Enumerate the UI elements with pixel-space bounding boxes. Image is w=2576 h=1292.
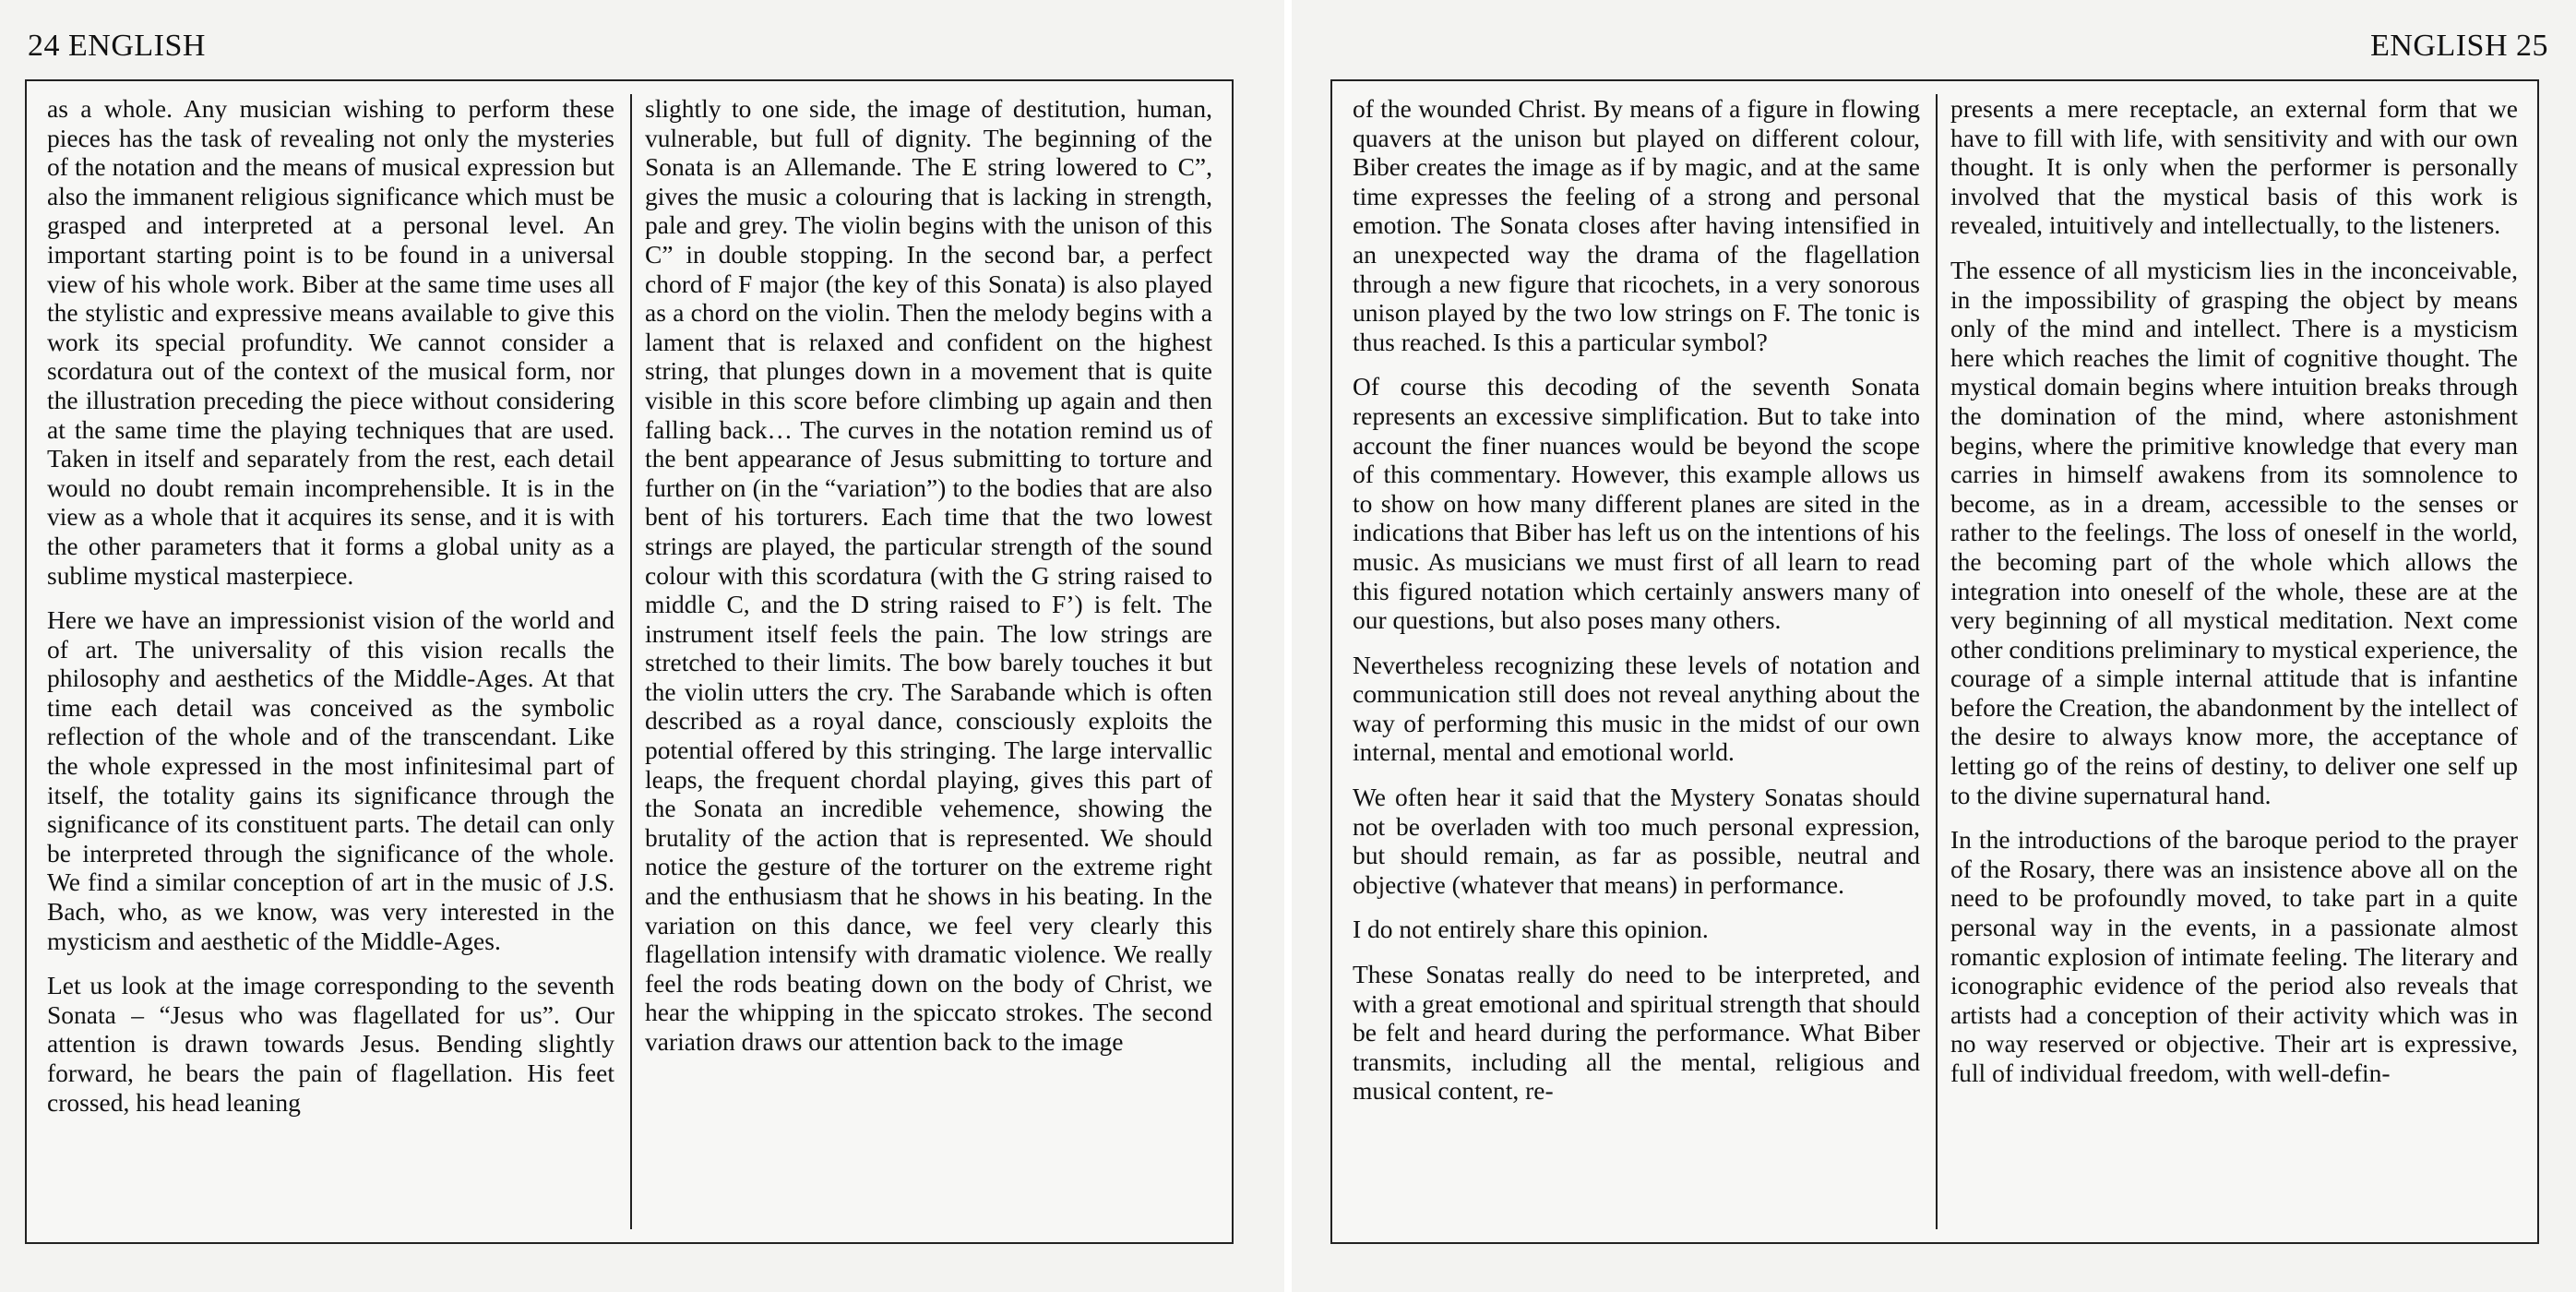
left-page (0, 0, 1284, 1292)
paragraph: as a whole. Any musician wishing to perform these pieces has the task of revealing not only the mysteries of the notation and the means of musical expression but also the immanent religious significance which must be grasped and interpreted at a personal level. An important starting point is to be found in a universal view of his whole work. Biber at the same time uses all the stylistic and expressive means available to give this work its special profundity. We cannot consider a scordatura out of the context of the musical form, nor the illustration preceding the piece without considering at the same time the playing techniques that are used. Taken in itself and separately from the rest, each detail would no doubt remain incomprehensible. It is in the view as a whole that it acquires its sense, and it is with the other parameters that it forms a global unity as a sublime mystical masterpiece. (47, 94, 614, 590)
paragraph: Of course this decoding of the seventh Sonata represents an excessive simplification. But to take into account the finer nuances would be beyond the scope of this commentary. However, this example allows us to show on how many different planes are sited in the indications that Biber has left us on the intentions of his music. As musicians we must first of all learn to read this figured notation which certainly answers many of our questions, but also poses many others. (1353, 372, 1920, 635)
paragraph: Here we have an impressionist vision of the world and of art. The universality of this vision recalls the philosophy and aesthetics of the Middle-Ages. At that time each detail was conceived as the symbolic reflection of the whole and of the transcendant. Like the whole expressed in the most infinitesimal part of itself, the totality gains its significance through the significance of its constituent parts. The detail can only be interpreted through the significance of the whole. We find a similar conception of art in the music of J.S. Bach, who, as we know, was very interested in the mysticism and aesthetic of the Middle-Ages. (47, 605, 614, 955)
column-left-2 (645, 94, 1212, 1229)
paragraph: The essence of all mysticism lies in the inconceivable, in the impossibility of grasping the object by means only of the mind and intellect. There is a mysticism here which reaches the limit of cognitive thought. The mystical domain begins where intuition breaks through the domination of the mind, where astonishment begins, where the primitive knowledge that every man carries in himself awakens from its somnolence to become, as in a dream, accessible to the senses or rather to the feelings. The loss of oneself in the world, the becoming part of the whole which allows the integration into oneself of the whole, these are at the very beginning of all mystical meditation. Next come other conditions preliminary to mystical experience, the courage of a simple internal attitude that is infantine before the Creation, the abandonment by the intellect of the desire to always know more, the acceptance of letting go of the reins of destiny, to deliver one self up to the divine supernatural hand. (1950, 255, 2518, 809)
paragraph: Nevertheless recognizing these levels of notation and communication still does not reveal anything about the way of performing this music in the midst of our own internal, mental and emotional world. (1353, 650, 1920, 767)
book-gutter (1284, 0, 1292, 1292)
column-right-1 (1353, 94, 1920, 1229)
column-right-2 (1950, 94, 2518, 1229)
page-header-left: 24 ENGLISH (28, 29, 206, 63)
paragraph: presents a mere receptacle, an external form that we have to fill with life, with sensitivity and with our own thought. It is only when the performer is personally involved that the mystical basis of this work is revealed, intuitively and intellectually, to the listeners. (1950, 94, 2518, 240)
paragraph: These Sonatas really do need to be interpreted, and with a great emotional and spiritual strength that should be felt and heard during the performance. What Biber transmits, including all the mental, religious and musical content, re- (1353, 960, 1920, 1106)
text-frame-left (25, 79, 1234, 1244)
text-frame-right (1330, 79, 2539, 1244)
right-page (1292, 0, 2576, 1292)
paragraph: We often hear it said that the Mystery Sonatas should not be overladen with too much personal expression, but should remain, as far as possible, neutral and objective (whatever that means) in performance. (1353, 783, 1920, 899)
paragraph: In the introductions of the baroque period to the prayer of the Rosary, there was an insistence above all on the need to be profoundly moved, to take part in a quite personal way in the events, in a passionate almost romantic explosion of intimate feeling. The literary and iconographic evidence of the period also reveals that artists had a conception of their activity which was in no way reserved or objective. Their art is expressive, full of individual freedom, with well-defin- (1950, 825, 2518, 1087)
paragraph: slightly to one side, the image of destitution, human, vulnerable, but full of dignity. The beginning of the Sonata is an Allemande. The E string lowered to C”, gives the music a colouring that is lacking in strength, pale and grey. The violin begins with the unison of this C” in double stopping. In the second bar, a perfect chord of F major (the key of this Sonata) is also played as a chord on the violin. Then the melody begins with a lament that is relaxed and confident on the highest string, that plunges down in a movement that is quite visible in this score before climbing up again and then falling back… The curves in the notation remind us of the bent appearance of Jesus submitting to torture and further on (in the “variation”) to the bodies that are also bent of his torturers. Each time that the two lowest strings are played, the particular strength of the sound colour with this scordatura (with the G string raised to middle C, and the D string raised to F’) is felt. The instrument itself feels the pain. The low strings are stretched to their limits. The bow barely touches it but the violin utters the cry. The Sarabande which is often described as a royal dance, consciously exploits the potential offered by this stringing. The large intervallic leaps, the frequent chordal playing, gives this part of the Sonata an incredible vehemence, showing the brutality of the action that is represented. We should notice the gesture of the torturer on the extreme right and the enthusiasm that he shows in his beating. In the variation on this dance, we feel very clearly this flagellation intensify with dramatic violence. We really feel the rods beating down on the body of Christ, we hear the whipping in the spiccato strokes. The second variation draws our attention back to the image (645, 94, 1212, 1056)
page-header-right: ENGLISH 25 (2370, 29, 2548, 63)
column-divider (1936, 94, 1938, 1229)
paragraph: Let us look at the image corresponding to the seventh Sonata – “Jesus who was flagellated for us”. Our attention is drawn towards Jesus. Bending slightly forward, he bears the pain of flagellation. His feet crossed, his head leaning (47, 971, 614, 1117)
paragraph: I do not entirely share this opinion. (1353, 915, 1709, 944)
column-divider (630, 94, 632, 1229)
paragraph: of the wounded Christ. By means of a figure in flowing quavers at the unison but played on different colour, Biber creates the image as if by magic, and at the same time expresses the feeling of a strong and personal emotion. The Sonata closes after having intensified in an unexpected way the drama of the flagellation through a new figure that ricochets, in a very sonorous unison played by the two low strings on F. The tonic is thus reached. Is this a particular symbol? (1353, 94, 1920, 356)
column-left-1 (47, 94, 614, 1229)
